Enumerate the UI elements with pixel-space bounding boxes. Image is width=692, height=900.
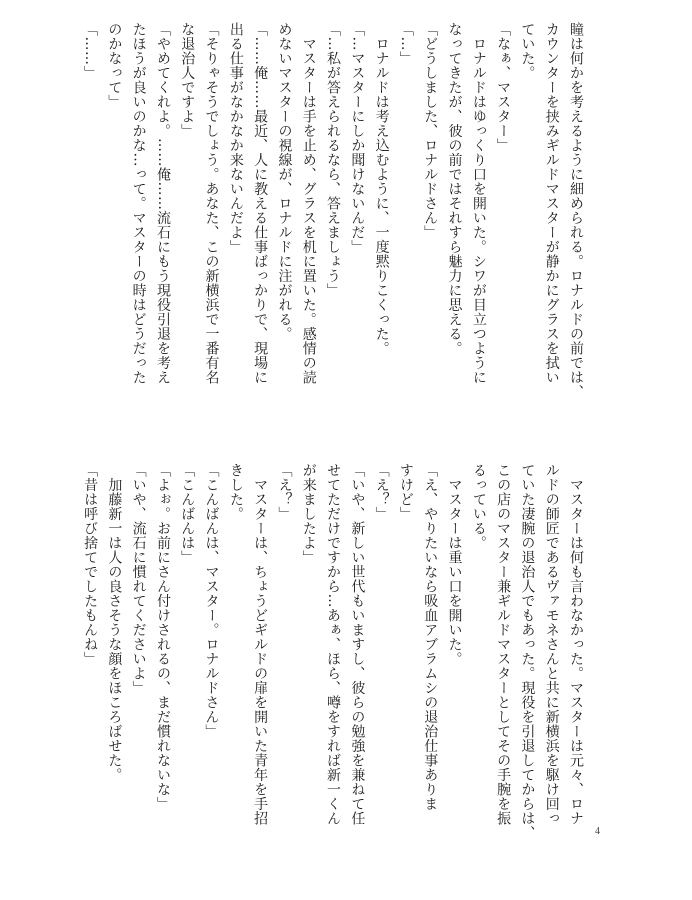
text-line: 「なぁ、マスター」 [495,22,512,153]
text-line: 「いや、流石に慣れてくださいよ」 [130,463,147,695]
text-block-upper [82,22,588,399]
text-line: 「…」 [397,22,414,66]
text-line: ロナルドは考え込むように、一度黙りこくった。 [373,22,390,356]
text-line: 加藤新一は人の良さそうな顔をほころばせた。 [106,463,123,782]
text-line: すけど」 [397,463,414,521]
text-line: 「やめてくれよ。……俺……流石にもう現役引退を考え [154,22,171,385]
text-line: めないマスターの視線が、ロナルドに注がれる。 [276,22,293,341]
text-line: せてただけですから…あぁ、ほら、噂をすれば新一くん [325,463,342,826]
text-line: マスターは重い口を開いた。 [446,463,463,666]
text-line: ロナルドはゆっくり口を開いた。シワが目立つように [470,22,487,385]
text-line: 「こんばんは、マスター。ロナルドさん」 [203,463,220,739]
text-line: 「え、やりたいなら吸血アブラムシの退治仕事ありま [422,463,439,811]
text-line: 「……」 [82,22,99,80]
text-line: のかなって」 [106,22,123,109]
text-line: カウンターを挟みギルドマスターが静かにグラスを拭い [543,22,560,385]
text-line: 「そりゃそうでしょう。あなた、この新横浜で一番有名 [203,22,220,385]
text-line: ルドの師匠であるヴァモネさんと共に新横浜を駆け回っ [543,463,560,826]
text-line: 「いや、新しい世代もいますし、彼らの勉強を兼ねて任 [349,463,366,826]
page-number: 4 [595,826,600,837]
text-line: 「……俺……最近、人に教える仕事ばっかりで、現場に [252,22,269,385]
text-line: な退治人ですよ」 [179,22,196,138]
text-line: 「昔は呼び捨てでしたもんね」 [82,463,99,666]
text-line: たほうが良いのかな…って。マスターの時はどうだった [130,22,147,385]
text-line: るっている。 [470,463,487,550]
text-line: マスターは手を止め、グラスを机に置いた。感情の読 [300,22,317,385]
text-line: ていた凄腕の退治人でもあった。現役を引退してからは、 [519,463,536,840]
text-line: 出る仕事がなかなか来ないんだよ」 [227,22,244,254]
text-line: 「え？」 [373,463,390,521]
text-block-lower [82,463,588,840]
text-line: 「…マスターにしか聞けないんだ」 [349,22,366,254]
text-line: 「え？」 [276,463,293,521]
text-line: 瞳は何かを考えるように細められる。ロナルドの前では、 [568,22,584,399]
text-line: ていた。 [519,22,536,80]
text-line: 「どうしました、ロナルドさん」 [422,22,439,240]
text-line: この店のマスター兼ギルドマスターとしてその手腕を振 [495,463,512,826]
text-line: 「よぉ。お前にさん付けされるの、まだ慣れないな」 [154,463,171,811]
text-line: 「…私が答えられるなら、答えましょう」 [325,22,342,298]
text-line: マスターは何も言わなかった。マスターは元々、ロナ [568,463,584,826]
text-line: なってきたが、彼の前ではそれすら魅力に思える。 [446,22,463,356]
text-line: マスターは、ちょうどギルドの扉を開いた青年を手招 [252,463,269,826]
text-line: 「こんばんは」 [179,463,196,565]
text-line: きした。 [227,463,244,521]
text-line: が来ましたよ」 [300,463,317,565]
